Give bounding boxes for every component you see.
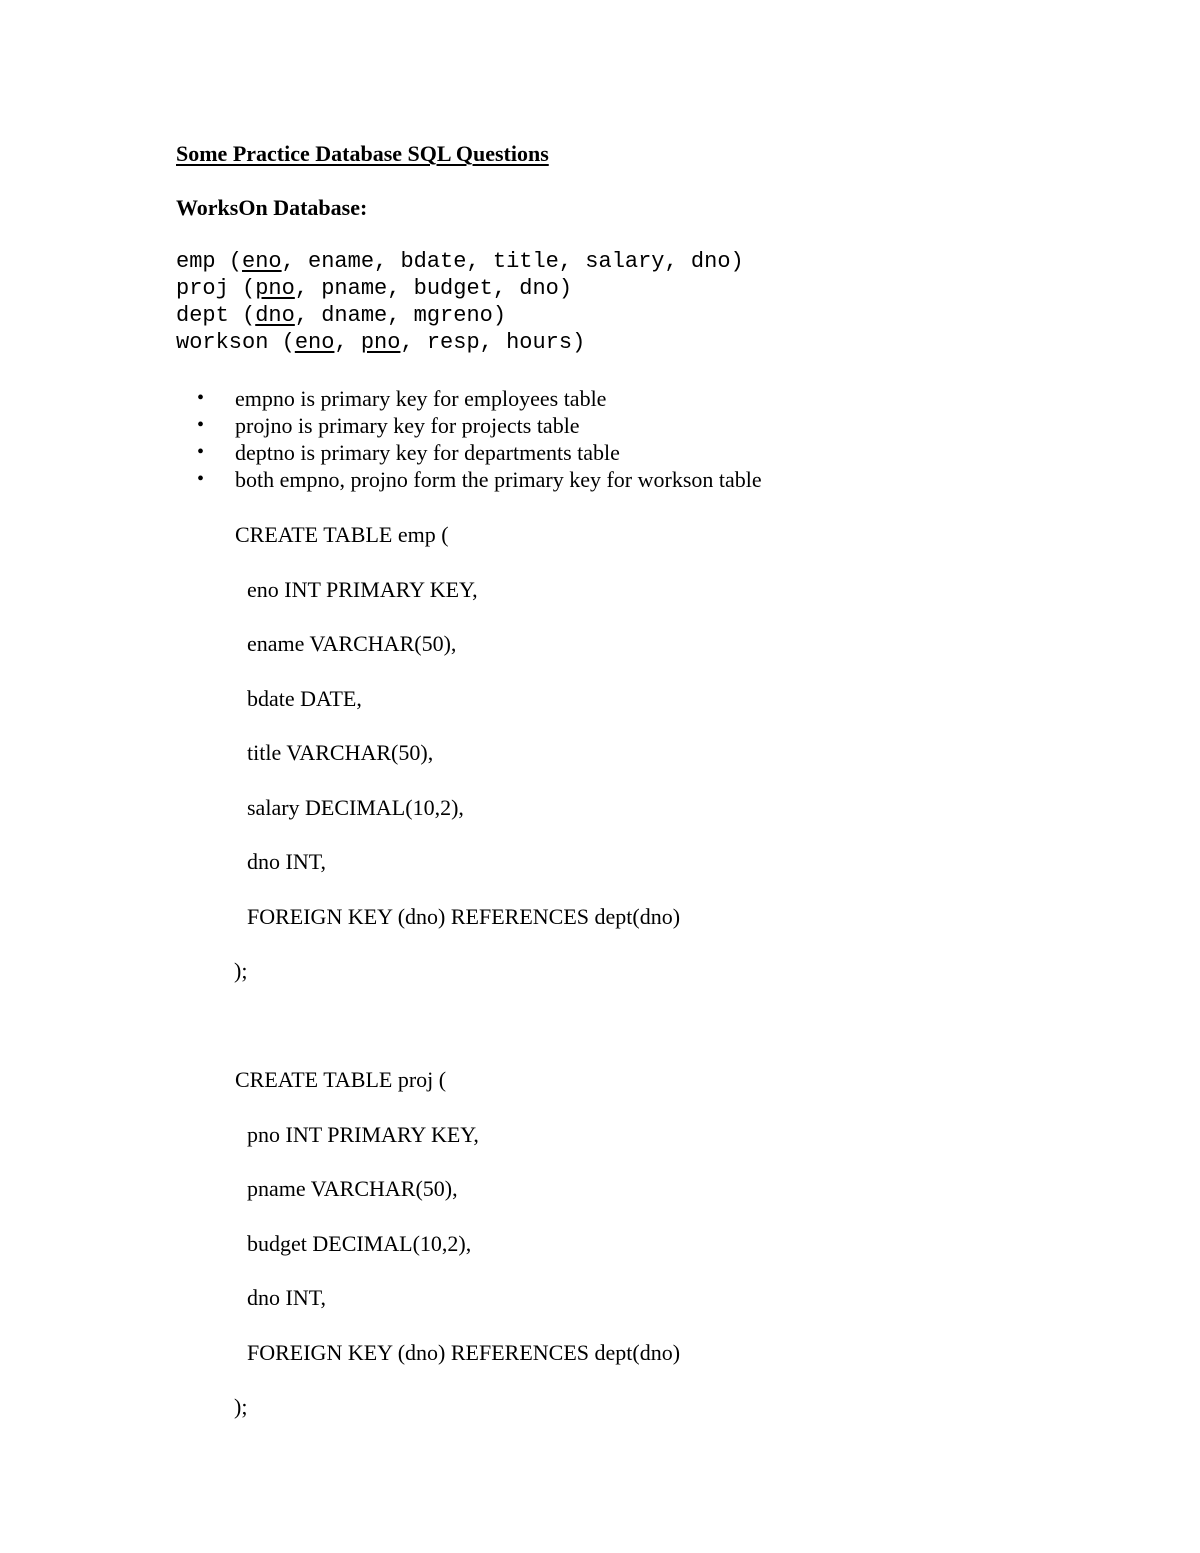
note-item	[0, 466, 1200, 493]
schema-workson: workson (eno, pno, resp, hours)	[176, 330, 586, 355]
bullet-icon: •	[197, 387, 205, 409]
sql-column-line: dno INT,	[247, 1285, 327, 1310]
sql-column-line: ename VARCHAR(50),	[247, 631, 457, 656]
schema-column: salary	[585, 249, 665, 274]
note-item	[0, 385, 1200, 412]
schema-table-name: proj	[176, 276, 229, 301]
schema-key-column: dno	[255, 303, 295, 328]
bullet-icon: •	[197, 414, 205, 436]
sql-column-line: pno INT PRIMARY KEY,	[247, 1121, 479, 1147]
schema-column: bdate	[400, 249, 467, 274]
schema-column: dno	[690, 249, 731, 274]
database-heading: WorksOn Database:	[176, 195, 368, 220]
schema-column: budget	[413, 276, 493, 301]
sql-column-line: pname VARCHAR(50),	[247, 1176, 458, 1201]
schema-table-name: workson	[176, 330, 269, 355]
schema-emp: emp (eno, ename, bdate, title, salary, dno)	[176, 249, 744, 274]
note-item	[0, 439, 1200, 466]
sql-column-line: bdate DATE,	[247, 685, 362, 711]
sql-column-line: salary DECIMAL(10,2),	[247, 794, 464, 820]
note-text: projno is primary key for projects table	[235, 413, 580, 438]
schema-column: dname	[321, 303, 388, 328]
note-text: deptno is primary key for departments table	[235, 440, 620, 465]
schema-table-name: emp	[176, 249, 216, 274]
schema-key-column: pno	[360, 330, 401, 355]
schema-key-column: pno	[255, 276, 295, 301]
schema-column: resp	[426, 330, 480, 355]
note-item	[0, 412, 1200, 439]
schema-table-name: dept	[176, 303, 229, 328]
schema-key-column: eno	[294, 330, 335, 355]
schema-dept: dept (dno, dname, mgreno)	[176, 303, 507, 328]
sql-column-line: FOREIGN KEY (dno) REFERENCES dept(dno)	[247, 1339, 681, 1365]
bullet-icon: •	[197, 441, 205, 463]
note-text: both empno, projno form the primary key for workson table	[235, 467, 762, 492]
sql-column-line: dno INT,	[247, 849, 327, 874]
sql-create-line: CREATE TABLE proj (	[235, 1067, 447, 1092]
note-text: empno is primary key for employees table	[235, 386, 607, 411]
bullet-icon: •	[197, 468, 205, 490]
schema-definitions	[176, 248, 744, 356]
schema-column: mgreno	[413, 303, 493, 328]
sql-column-line: budget DECIMAL(10,2),	[247, 1230, 472, 1256]
sql-column-line: eno INT PRIMARY KEY,	[247, 576, 478, 602]
key-notes-list	[0, 385, 1200, 493]
sql-close-line: );	[234, 1394, 248, 1419]
sql-column-line: title VARCHAR(50),	[247, 740, 434, 765]
sql-column-line: FOREIGN KEY (dno) REFERENCES dept(dno)	[247, 903, 681, 929]
schema-column: ename	[308, 249, 375, 274]
schema-column: title	[492, 249, 559, 274]
schema-proj: proj (pno, pname, budget, dno)	[176, 276, 573, 301]
document-title: Some Practice Database SQL Questions	[176, 141, 549, 166]
sql-close-line: );	[234, 958, 248, 983]
schema-column: dno	[519, 276, 559, 301]
schema-column: hours	[506, 330, 573, 355]
sql-create-line: CREATE TABLE emp (	[235, 522, 449, 547]
schema-column: pname	[321, 276, 388, 301]
schema-key-column: eno	[242, 249, 282, 274]
